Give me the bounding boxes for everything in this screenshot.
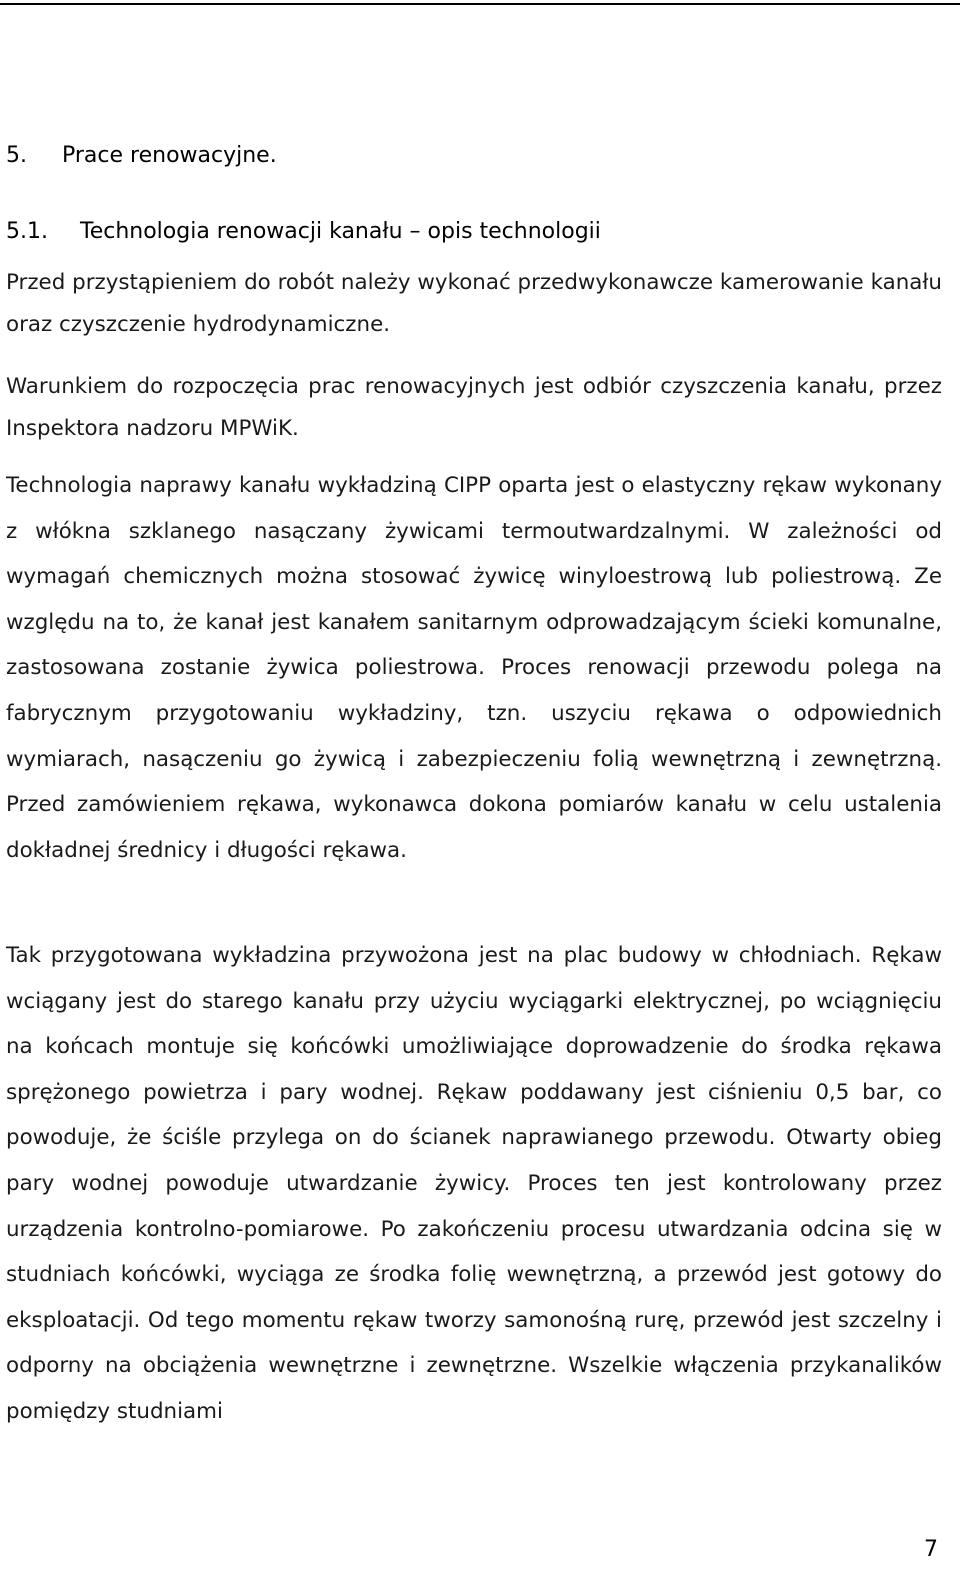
subsection-number: 5.1. xyxy=(6,219,48,244)
paragraph-intro: Przed przystąpieniem do robót należy wykonać przedwykonawcze kamerowanie kanału oraz czyszczenie hydrodynamiczne. xyxy=(6,270,942,337)
subsection-heading xyxy=(6,217,601,247)
paragraph-technology: Technologia naprawy kanału wykładziną CIPP oparta jest o elastyczny rękaw wykonany z włókna szklanego nasączany żywicami termoutwardzalnymi. W zależności od wymagań chemicznych można stosować żywicę winyloestrową lub poliestrową. Ze względu na to, że kanał jest kanałem sanitarnym odprowadzającym ścieki komunalne, zastosowana zostanie żywica poliestrowa. Proces renowacji przewodu polega na fabrycznym przygotowaniu wykładziny, tzn. uszyciu rękawa o odpowiednich wymiarach, nasączeniu go żywicą i zabezpieczeniu folią wewnętrzną i zewnętrzną. Przed zamówieniem rękawa, wykonawca dokona pomiarów kanału w celu ustalenia dokładnej średnicy i długości rękawa. xyxy=(6,473,942,863)
paragraph-process: Tak przygotowana wykładzina przywożona jest na plac budowy w chłodniach. Rękaw wciągany jest do starego kanału przy użyciu wyciągarki elektrycznej, po wciągnięciu na końcach montuje się końcówki umożliwiające doprowadzenie do środka rękawa sprężonego powietrza i pary wodnej. Rękaw poddawany jest ciśnieniu 0,5 bar, co powoduje, że ściśle przylega on do ścianek naprawianego przewodu. Otwarty obieg pary wodnej powoduje utwardzanie żywicy. Proces ten jest kontrolowany przez urządzenia kontrolno-pomiarowe. Po zakończeniu procesu utwardzania odcina się w studniach końcówki, wyciąga ze środka folię wewnętrzną, a przewód jest gotowy do eksploatacji. Od tego momentu rękaw tworzy samonośną rurę, przewód jest szczelny i odporny na obciążenia wewnętrzne i zewnętrzne. Wszelkie włączenia przykanalików pomiędzy studniami xyxy=(6,943,942,1424)
page-number: 7 xyxy=(924,1537,938,1562)
paragraph-condition: Warunkiem do rozpoczęcia prac renowacyjnych jest odbiór czyszczenia kanału, przez Inspektora nadzoru MPWiK. xyxy=(6,374,942,441)
top-rule xyxy=(0,3,960,5)
section-heading xyxy=(6,141,277,171)
section-title: Prace renowacyjne. xyxy=(62,143,277,168)
subsection-title: Technologia renowacji kanału – opis technologii xyxy=(80,219,601,244)
section-number: 5. xyxy=(6,143,27,168)
